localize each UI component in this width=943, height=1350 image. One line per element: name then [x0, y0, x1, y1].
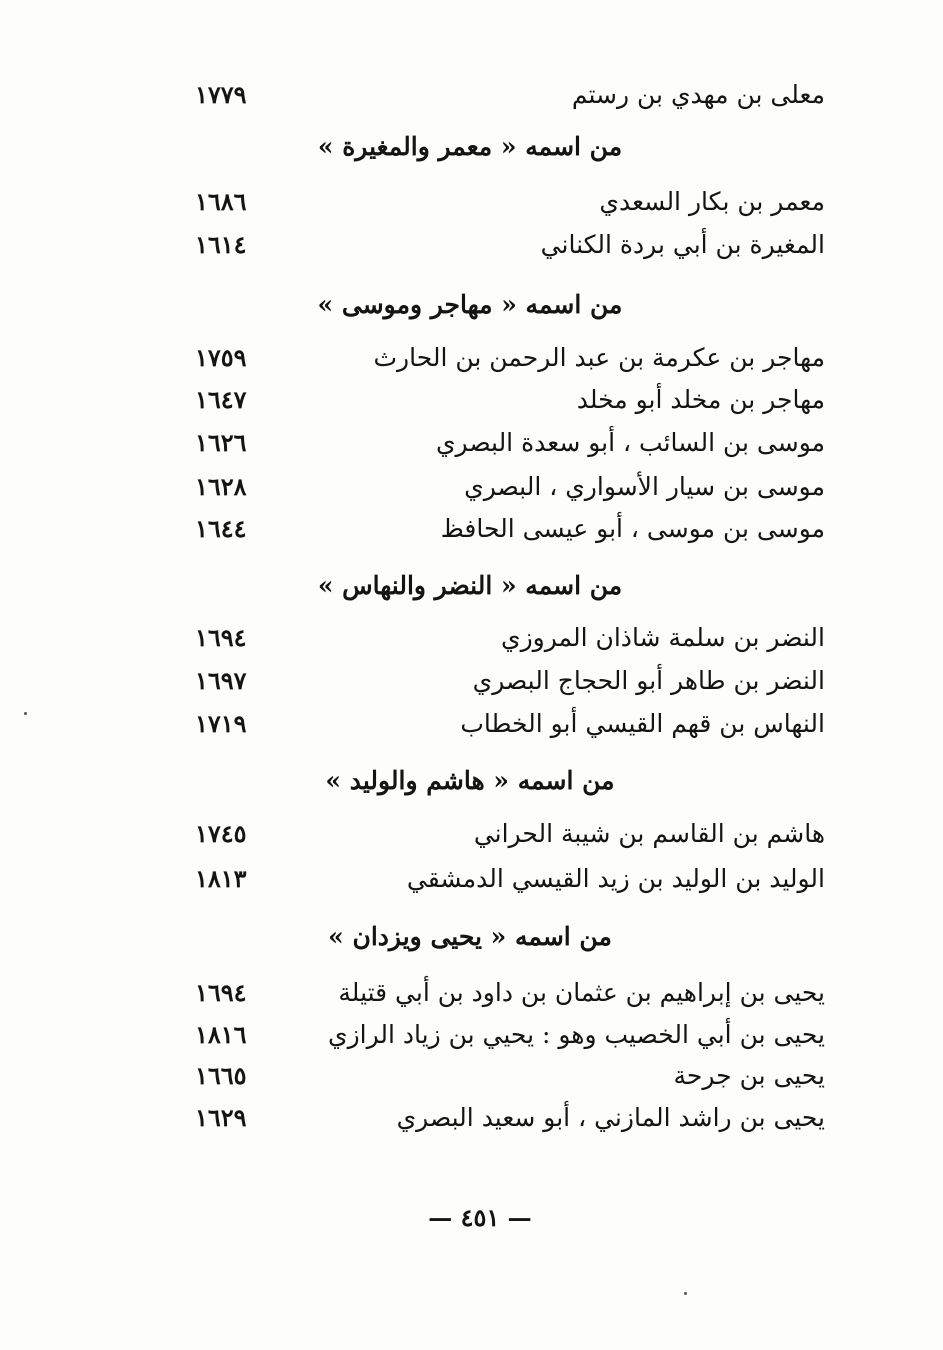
entry-number: ١٦٩٤	[195, 623, 247, 652]
entry-number: ١٦٦٥	[195, 1061, 247, 1090]
entry-number: ١٦٩٤	[195, 978, 247, 1007]
list-item	[180, 225, 825, 265]
entry-name: الوليد بن الوليد بن زيد القيسي الدمشقي	[406, 864, 825, 893]
section-heading: من اسمه « النضر والنهاس »	[317, 571, 623, 600]
entry-name: النضر بن سلمة شاذان المروزي	[501, 623, 825, 652]
list-item	[180, 1098, 825, 1138]
entry-number: ١٧٥٩	[195, 343, 247, 372]
list-item	[180, 1056, 825, 1096]
page-number: — ٤٥١ —	[428, 1203, 532, 1232]
list-item	[180, 380, 825, 420]
entry-name: معلى بن مهدي بن رستم	[571, 80, 825, 109]
entry-name: يحيى بن أبي الخصيب وهو : يحيي بن زياد الرازي	[328, 1020, 825, 1049]
entry-number: ١٨١٣	[195, 864, 247, 893]
entry-number: ١٦١٤	[195, 230, 247, 259]
entry-name: يحيى بن راشد المازني ، أبو سعيد البصري	[396, 1103, 825, 1132]
entry-number: ١٦٢٦	[195, 428, 247, 457]
list-item	[180, 704, 825, 744]
list-item	[180, 661, 825, 701]
section-heading: من اسمه « معمر والمغيرة »	[317, 132, 623, 161]
list-item	[180, 182, 825, 222]
entry-number: ١٦٩٧	[195, 666, 247, 695]
entry-name: مهاجر بن عكرمة بن عبد الرحمن بن الحارث	[373, 343, 825, 372]
entry-number: ١٦٤٧	[195, 385, 247, 414]
scan-speck	[684, 1292, 687, 1295]
entry-name: يحيى بن إبراهيم بن عثمان بن داود بن أبي قتيلة	[338, 978, 825, 1007]
list-item	[180, 814, 825, 854]
list-item	[180, 423, 825, 463]
entry-number: ١٦٤٤	[195, 514, 247, 543]
entry-number: ١٧٤٥	[195, 819, 247, 848]
entry-number: ١٧١٩	[195, 709, 247, 738]
section-heading: من اسمه « هاشم والوليد »	[325, 766, 615, 795]
entry-number: ١٦٢٨	[195, 472, 247, 501]
entry-name: معمر بن بكار السعدي	[599, 187, 825, 216]
entry-name: النضر بن طاهر أبو الحجاج البصري	[472, 666, 825, 695]
list-item	[180, 75, 825, 115]
entry-name: موسى بن السائب ، أبو سعدة البصري	[435, 428, 825, 457]
entry-name: النهاس بن قهم القيسي أبو الخطاب	[460, 709, 825, 738]
entry-number: ١٨١٦	[195, 1020, 247, 1049]
entry-number: ١٦٢٩	[195, 1103, 247, 1132]
entry-name: المغيرة بن أبي بردة الكناني	[540, 230, 825, 259]
section-heading: من اسمه « يحيى ويزدان »	[328, 922, 612, 951]
entry-name: يحيى بن جرحة	[673, 1061, 825, 1090]
list-item	[180, 618, 825, 658]
entry-name: موسى بن موسى ، أبو عيسى الحافظ	[440, 514, 825, 543]
entry-name: موسى بن سيار الأسواري ، البصري	[464, 472, 825, 501]
list-item	[180, 467, 825, 507]
entry-name: مهاجر بن مخلد أبو مخلد	[576, 385, 825, 414]
list-item	[180, 859, 825, 899]
list-item	[180, 509, 825, 549]
section-heading: من اسمه « مهاجر وموسى »	[317, 290, 623, 319]
scan-speck	[24, 712, 27, 715]
list-item	[180, 338, 825, 378]
entry-number: ١٧٧٩	[195, 80, 247, 109]
list-item	[180, 1015, 825, 1055]
entry-name: هاشم بن القاسم بن شيبة الحراني	[473, 819, 825, 848]
entry-number: ١٦٨٦	[195, 187, 247, 216]
list-item	[180, 973, 825, 1013]
